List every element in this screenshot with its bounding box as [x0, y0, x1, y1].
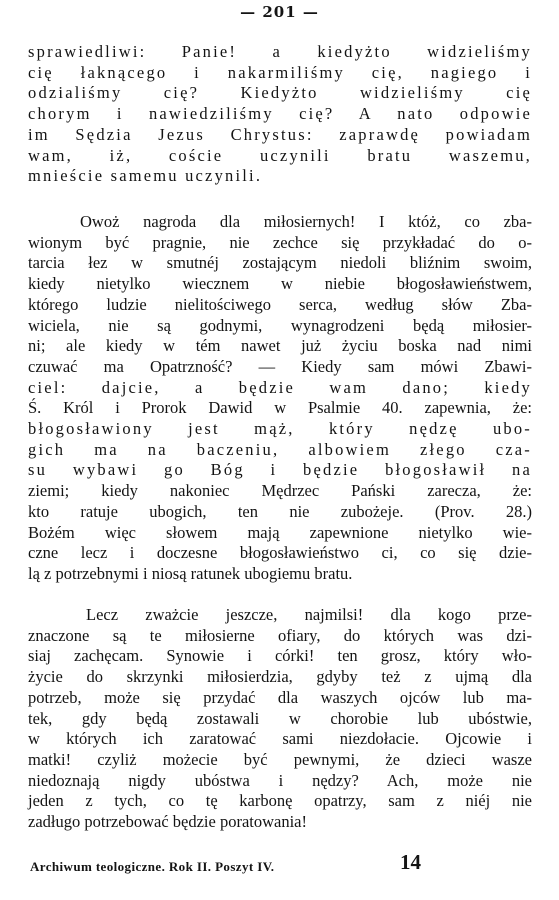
- text-line: jeden z tych, co tę karbonę opatrzy, sam z niéj nie: [28, 791, 532, 811]
- text-line: ciel: dajcie, a będzie wam dano; kiedy: [28, 377, 532, 397]
- page-footer: [30, 850, 528, 876]
- text-line: w których ich zaratować sami niezdołacie. Ojcowie i: [28, 729, 532, 749]
- text-line: potrzeb, może się przydać dla waszych ojców lub ma-: [28, 687, 532, 707]
- text-line: lą z potrzebnymi i niosą ratunek ubogiemu bratu.: [28, 563, 353, 583]
- text-line: matki! czyliż możecie być pewnymi, że dzieci wasze: [28, 749, 532, 769]
- text-line: im Sędzia Jezus Chrystus: zaprawdę powiadam: [28, 124, 532, 144]
- text-line: Ś. Król i Prorok Dawid w Psalmie 40. zapewnia, że:: [28, 398, 532, 418]
- text-line: cię łaknącego i nakarmiliśmy cię, nagiego i: [28, 62, 532, 82]
- text-line: Owoż nagroda dla miłosiernych! I któż, co zba-: [80, 212, 532, 231]
- text-line: tarcia łez w smutnéj zostającym niedoli bliźnim swoim,: [28, 253, 532, 273]
- text-line: kto ratuje ubogich, ten nie zubożeje. (Prov. 28.): [28, 501, 532, 521]
- text-line: siaj zachęcam. Synowie i córki! ten grosz, który wło-: [28, 646, 532, 666]
- text-line: odzialiśmy cię? Kiedyżto widzieliśmy cię: [28, 83, 532, 103]
- signature-mark: 14: [400, 850, 421, 874]
- text-line: znaczone są te miłosierne ofiary, do których was dzi-: [28, 625, 532, 645]
- text-line: Lecz zważcie jeszcze, najmilsi! dla kogo prze-: [86, 605, 532, 624]
- text-line: chorym i nawiedziliśmy cię? A nato odpowie: [28, 104, 532, 124]
- text-line: wam, iż, coście uczynili bratu waszemu,: [28, 145, 532, 165]
- text-line: czne lecz i doczesne błogosławieństwo ci, co się dzie-: [28, 543, 532, 563]
- text-line: Bożém więc słowem mają zapewnione nietylko wie-: [28, 522, 532, 542]
- text-line: którego ludzie nielitościwego serca, według słów Zba-: [28, 294, 532, 314]
- paragraph-3: [28, 605, 532, 833]
- page-number: — 201 —: [240, 3, 319, 21]
- text-line: gich ma na baczeniu, albowiem złego cza-: [28, 439, 532, 459]
- text-line: kiedy nietylko wiecznem w niebie błogosławieństwem,: [28, 274, 532, 294]
- paragraph-2: [28, 212, 532, 585]
- text-line: wiciela, nie są godnymi, wynagrodzeni będą miłosier-: [28, 315, 532, 335]
- paragraph-1: [28, 42, 532, 187]
- text-line: wionym być pragnie, nie zechce się przykładać do o-: [28, 232, 532, 252]
- text-line: ni; ale kiedy w tém nawet już życiu boska nad nimi: [28, 336, 532, 356]
- text-line: niedoznają nigdy ubóstwa i nędzy? Ach, może nie: [28, 770, 532, 790]
- text-line: życie do skrzynki miłosierdzia, gdyby też z ujmą dla: [28, 667, 532, 687]
- text-line: tek, gdy będą zostawali w chorobie lub ubóstwie,: [28, 708, 532, 728]
- text-line: ziemi; kiedy nakoniec Mędrzec Pański zarecza, że:: [28, 481, 532, 501]
- text-line: mnieście samemu uczynili.: [28, 166, 263, 186]
- text-line: zadługo potrzebować będzie poratowania!: [28, 812, 307, 832]
- journal-reference: Archiwum teologiczne. Rok II. Poszyt IV.: [30, 859, 275, 874]
- text-line: su wybawi go Bóg i będzie błogosławił na: [28, 460, 532, 480]
- text-line: sprawiedliwi: Panie! a kiedyżto widzieliśmy: [28, 42, 532, 61]
- text-line: błogosławiony jest mąż, który nędzę ubo-: [28, 419, 532, 439]
- text-line: czuwać ma Opatrzność? — Kiedy sam mówi Zbawi-: [28, 356, 532, 376]
